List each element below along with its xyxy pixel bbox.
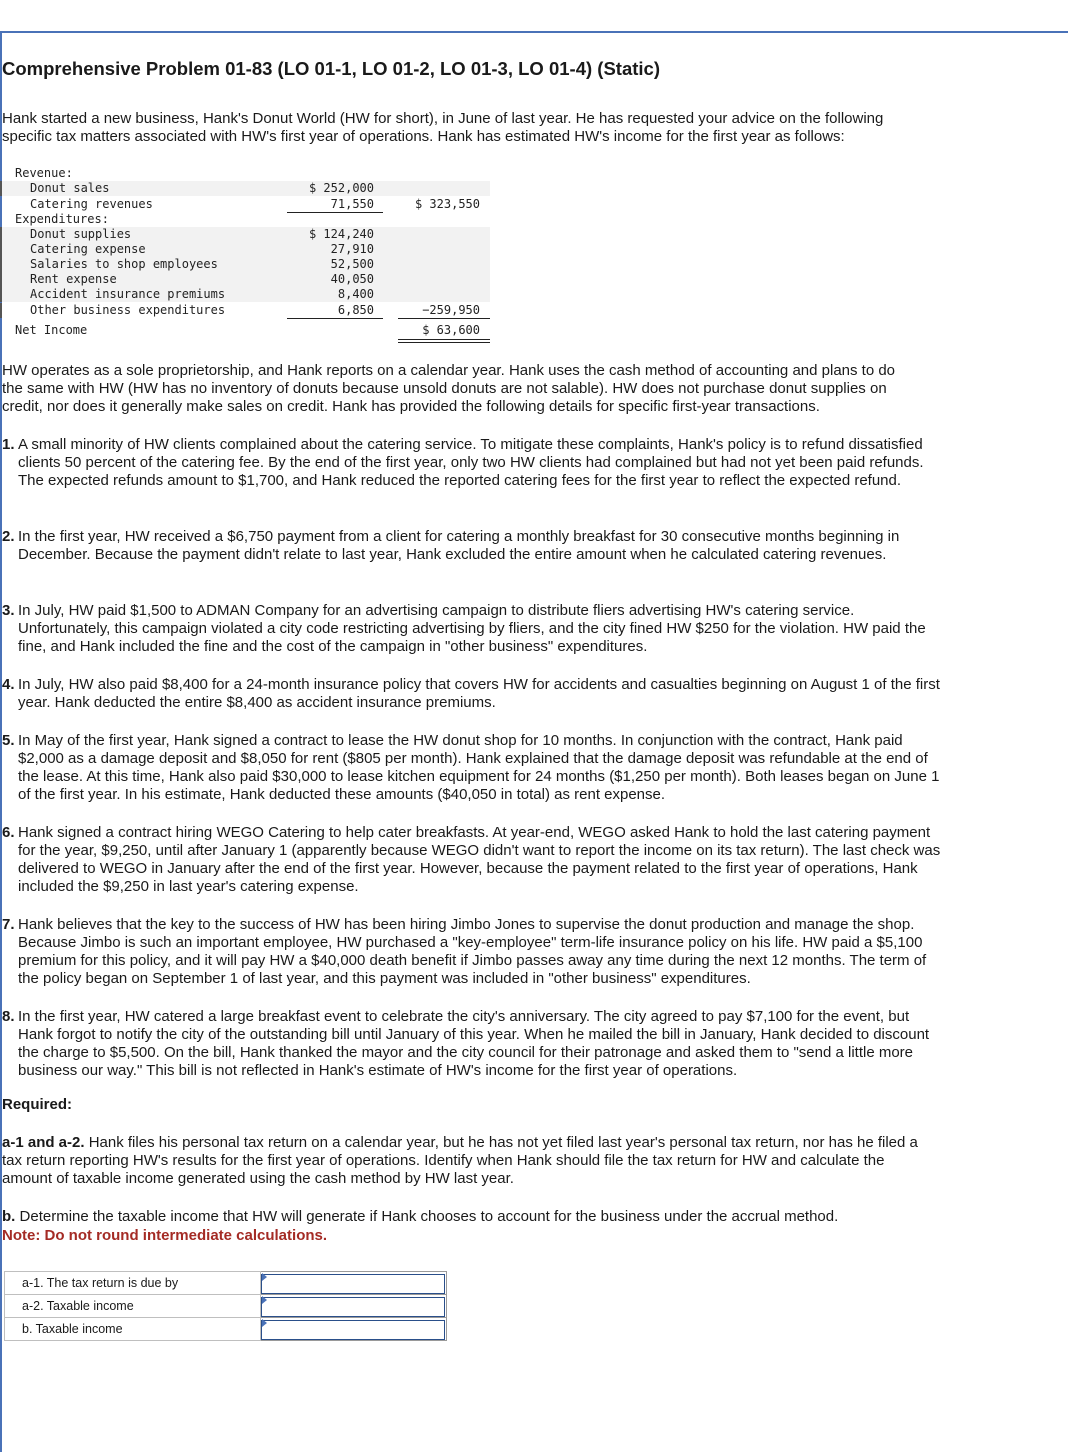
catering-underline [287, 212, 383, 213]
donut-sales-label: Donut sales [30, 181, 110, 195]
context-paragraph [2, 362, 942, 416]
answer-cell [261, 1318, 447, 1341]
transaction-item [2, 824, 947, 896]
answer-label: b. Taxable income [5, 1318, 261, 1341]
requirement-b-text: Determine the taxable income that HW will generate if Hank chooses to account for the business under the accrual method. [19, 1208, 839, 1225]
item-text: In July, HW also paid $8,400 for a 24-month insurance policy that covers HW for accidents and casualties beginning on August 1 of the first year. Hank deducted the entire $8,400 as accident insurance premiums. [18, 676, 940, 711]
expenditures-label: Expenditures: [15, 212, 109, 226]
item-number: 1. [2, 436, 15, 453]
tax-return-due-input[interactable] [261, 1274, 445, 1294]
required-heading: Required: [2, 1096, 73, 1113]
page-title: Comprehensive Problem 01-83 (LO 01-1, LO 01-2, LO 01-3, LO 01-4) (Static) [2, 58, 660, 79]
donut-sales-value: $ 252,000 [308, 181, 374, 195]
item-text: In the first year, HW catered a large breakfast event to celebrate the city's anniversary. The city agreed to pay $7,100 for the event, but Hank forgot to notify the city of the outstanding bill until January of this year. When he mailed the bill in January, Hank decided to discount the charge to $5,500. On the bill, Hank thanked the mayor and the city council for their patronage and asked them to "send a little more business our way." This bill is not reflected in Hank's estimate of HW's income for the first year of operations. [18, 1008, 930, 1079]
cash-taxable-income-input[interactable] [261, 1297, 445, 1317]
note-text: Note: Do not round intermediate calculations. [2, 1227, 328, 1244]
net-income-value: $ 63,600 [422, 323, 480, 337]
answer-label: a-2. Taxable income [5, 1295, 261, 1318]
item-text: A small minority of HW clients complained about the catering service. To mitigate these complaints, Hank's policy is to refund dissatisfied clients 50 percent of the catering fee. By the end of the first year, only two HW clients had complained but had not yet been paid refunds. The expected refunds amount to $1,700, and Hank reduced the reported catering fees for the first year to reflect the expected refund. [18, 436, 924, 489]
expense-value: 27,910 [330, 242, 374, 256]
expense-value: 52,500 [330, 257, 374, 271]
intro-line-1: Hank started a new business, Hank's Donut World (HW for short), in June of last year. He has requested your advice on the following [2, 110, 884, 127]
item-number: 7. [2, 916, 15, 933]
expense-value: 40,050 [330, 272, 374, 286]
frame-top-border [0, 31, 1068, 33]
net-income-underline-1 [398, 339, 490, 340]
item-number: 6. [2, 824, 15, 841]
item-number: 4. [2, 676, 15, 693]
expense-value: 6,850 [337, 303, 374, 317]
net-income-label: Net Income [15, 323, 88, 337]
transaction-item [2, 676, 947, 712]
total-revenue-value: $ 323,550 [414, 197, 480, 211]
revenue-label: Revenue: [15, 166, 73, 180]
answer-label: a-1. The tax return is due by [5, 1272, 261, 1295]
transaction-item [2, 1008, 947, 1080]
item-number: 5. [2, 732, 15, 749]
expense-label: Salaries to shop employees [30, 257, 218, 271]
expense-value: $ 124,240 [308, 227, 374, 241]
requirement-a-label: a-1 and a-2. [2, 1134, 85, 1151]
item-number: 8. [2, 1008, 15, 1025]
expense-label: Catering expense [30, 242, 146, 256]
context-line-2: the same with HW (HW has no inventory of donuts because unsold donuts are not salable). HW does not purchase donut supplies on [2, 380, 887, 397]
item-text: In the first year, HW received a $6,750 payment from a client for catering a monthly breakfast for 30 consecutive months beginning in December. Because the payment didn't relate to last year, Hank excluded the entire amount when he calculated catering revenues. [18, 528, 900, 563]
transaction-item [2, 528, 947, 564]
answer-row [5, 1295, 447, 1318]
expense-value: 8,400 [337, 287, 374, 301]
requirement-b-label: b. [2, 1208, 16, 1225]
answer-table [4, 1271, 447, 1341]
requirement-b [2, 1208, 942, 1226]
context-line-3: credit, nor does it generally make sales on credit. Hank has provided the following details for specific first-year transactions. [2, 398, 820, 415]
answer-indicator-icon [262, 1296, 267, 1304]
other-business-underline [287, 318, 383, 319]
answer-row [5, 1272, 447, 1295]
catering-revenues-label: Catering revenues [30, 197, 153, 211]
answer-indicator-icon [262, 1273, 267, 1281]
expense-label: Rent expense [30, 272, 117, 286]
item-text: Hank signed a contract hiring WEGO Catering to help cater breakfasts. At year-end, WEGO asked Hank to hold the last catering payment for the year, $9,250, until after January 1 (apparently because WEGO didn't want to report the income on its tax return). The last check was delivered to WEGO in January after the end of the first year. However, because the payment related to the first year of operations, Hank included the $9,250 in last year's catering expense. [18, 824, 941, 895]
item-number: 2. [2, 528, 15, 545]
item-number: 3. [2, 602, 15, 619]
transaction-item [2, 602, 947, 656]
expense-label: Other business expenditures [30, 303, 226, 317]
answer-cell [261, 1272, 447, 1295]
expense-label: Donut supplies [30, 227, 132, 241]
net-income-underline-2 [398, 342, 490, 343]
total-expenditures-value: −259,950 [422, 303, 480, 317]
item-text: Hank believes that the key to the success of HW has been hiring Jimbo Jones to supervise the donut production and manage the shop. Because Jimbo is such an important employee, HW purchased a "key-employee" term-life insurance policy on his life. HW paid a $5,100 premium for this policy, and it will pay HW a $40,000 death benefit if Jimbo passes away any time during the next 12 months. The term of the policy began on September 1 of last year, and this payment was included in "other business" expenditures. [18, 916, 927, 987]
answer-indicator-icon [262, 1319, 267, 1327]
catering-revenues-value: 71,550 [330, 197, 374, 211]
answer-row [5, 1318, 447, 1341]
item-text: In May of the first year, Hank signed a contract to lease the HW donut shop for 10 months. In conjunction with the contract, Hank paid $2,000 as a damage deposit and $8,050 for rent ($805 per month). Hank explained that the damage deposit was refundable at the end of the lease. At this time, Hank also paid $30,000 to lease kitchen equipment for 24 months ($1,250 per month). Both leases began on June 1 of the first year. In his estimate, Hank deducted these amounts ($40,050 in total) as rent expense. [18, 732, 940, 803]
intro-paragraph [2, 110, 942, 146]
expense-label: Accident insurance premiums [30, 287, 226, 301]
total-expenditures-underline [398, 318, 490, 319]
accrual-taxable-income-input[interactable] [261, 1320, 445, 1340]
transaction-item [2, 436, 947, 490]
item-text: In July, HW paid $1,500 to ADMAN Company for an advertising campaign to distribute fliers advertising HW's catering service. Unfortunately, this campaign violated a city code restricting advertising by fliers, and the city fined HW $250 for the violation. HW paid the fine, and Hank included the fine and the cost of the campaign in "other business" expenditures. [18, 602, 926, 655]
context-line-1: HW operates as a sole proprietorship, and Hank reports on a calendar year. Hank uses the cash method of accounting and plans to do [2, 362, 896, 379]
answer-cell [261, 1295, 447, 1318]
transaction-item [2, 916, 947, 988]
requirement-a-text: Hank files his personal tax return on a calendar year, but he has not yet filed last year's personal tax return, nor has he filed a tax return reporting HW's results for the first year of operations. Identify when Hank should file the tax return for HW and calculate the amount of taxable income generated using the cash method by HW last year. [2, 1134, 918, 1187]
transaction-item [2, 732, 947, 804]
requirement-a [2, 1134, 922, 1188]
intro-line-2: specific tax matters associated with HW's first year of operations. Hank has estimated HW's income for the first year as follows: [2, 128, 845, 145]
